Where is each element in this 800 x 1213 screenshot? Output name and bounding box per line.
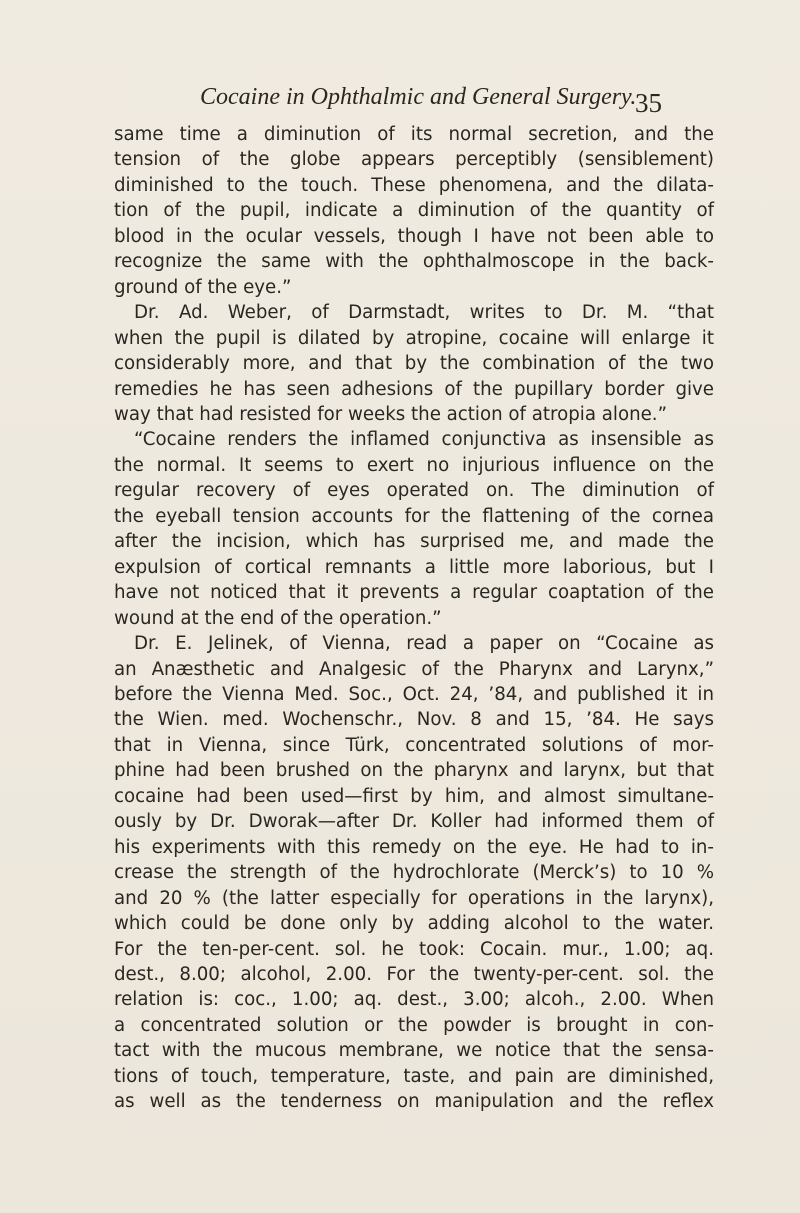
page-number: 35 (635, 88, 662, 118)
text-line: cocaine had been used—first by him, and almost simultane- (114, 785, 714, 807)
text-line: “Cocaine renders the inflamed conjunctiva as insensible as (134, 429, 714, 451)
text-line: For the ten-per-cent. sol. he took: Cocain. mur., 1.00; aq. (114, 938, 714, 960)
text-line: regular recovery of eyes operated on. The diminution of (114, 480, 714, 502)
text-line: tions of touch, temperature, taste, and pain are diminished, (114, 1065, 714, 1087)
text-line: remedies he has seen adhesions of the pupillary border give (114, 378, 714, 400)
text-line: considerably more, and that by the combination of the two (114, 353, 714, 375)
text-line: tact with the mucous membrane, we notice that the sensa- (114, 1040, 714, 1062)
text-line: which could be done only by adding alcohol to the water. (114, 913, 714, 935)
text-line: way that had resisted for weeks the action of atropia alone.” (114, 403, 667, 425)
text-line: after the incision, which has surprised me, and made the (114, 531, 714, 553)
text-line: his experiments with this remedy on the eye. He had to in- (114, 836, 714, 858)
text-line: expulsion of cortical remnants a little more laborious, but I (114, 556, 714, 578)
running-head (0, 84, 800, 124)
body-text (114, 122, 714, 1115)
text-line: relation is: coc., 1.00; aq. dest., 3.00; alcoh., 2.00. When (114, 989, 714, 1011)
text-line: wound at the end of the operation.” (114, 607, 442, 629)
text-line: same time a diminution of its normal secretion, and the (114, 124, 714, 145)
text-line: an Anæsthetic and Analgesic of the Pharynx and Larynx,” (114, 658, 714, 680)
text-line: ously by Dr. Dworak—after Dr. Koller had informed them of (114, 811, 714, 833)
text-line: tension of the globe appears perceptibly (sensiblement) (114, 149, 714, 171)
text-line: Dr. E. Jelinek, of Vienna, read a paper on “Cocaine as (134, 633, 714, 655)
text-line: the eyeball tension accounts for the flattening of the cornea (114, 505, 714, 527)
text-line: the normal. It seems to exert no injurious influence on the (114, 454, 714, 476)
text-line: the Wien. med. Wochenschr., Nov. 8 and 15, ’84. He says (114, 709, 714, 731)
text-line: ground of the eye.” (114, 276, 292, 298)
text-line: before the Vienna Med. Soc., Oct. 24, ’84, and published it in (114, 683, 714, 705)
text-line: phine had been brushed on the pharynx and larynx, but that (114, 760, 714, 782)
text-line: tion of the pupil, indicate a diminution of the quantity of (114, 200, 714, 222)
text-line: when the pupil is dilated by atropine, cocaine will enlarge it (114, 327, 714, 349)
text-line: as well as the tenderness on manipulation and the reflex (114, 1091, 714, 1113)
text-line: crease the strength of the hydrochlorate (Merck’s) to 10 % (114, 862, 714, 884)
text-line: Dr. Ad. Weber, of Darmstadt, writes to Dr. M. “that (134, 302, 714, 324)
text-line: recognize the same with the ophthalmoscope in the back- (114, 251, 714, 273)
text-line: a concentrated solution or the powder is brought in con- (114, 1014, 714, 1036)
text-line: blood in the ocular vessels, though I have not been able to (114, 225, 714, 247)
text-line: have not noticed that it prevents a regular coaptation of the (114, 582, 714, 604)
text-line: diminished to the touch. These phenomena, and the dilata- (114, 174, 714, 196)
text-line: that in Vienna, since Türk, concentrated solutions of mor- (114, 734, 714, 756)
running-title: Cocaine in Ophthalmic and General Surgery. (200, 84, 637, 110)
text-line: and 20 % (the latter especially for operations in the larynx), (114, 887, 714, 909)
text-line: dest., 8.00; alcohol, 2.00. For the twenty-per-cent. sol. the (114, 963, 714, 985)
